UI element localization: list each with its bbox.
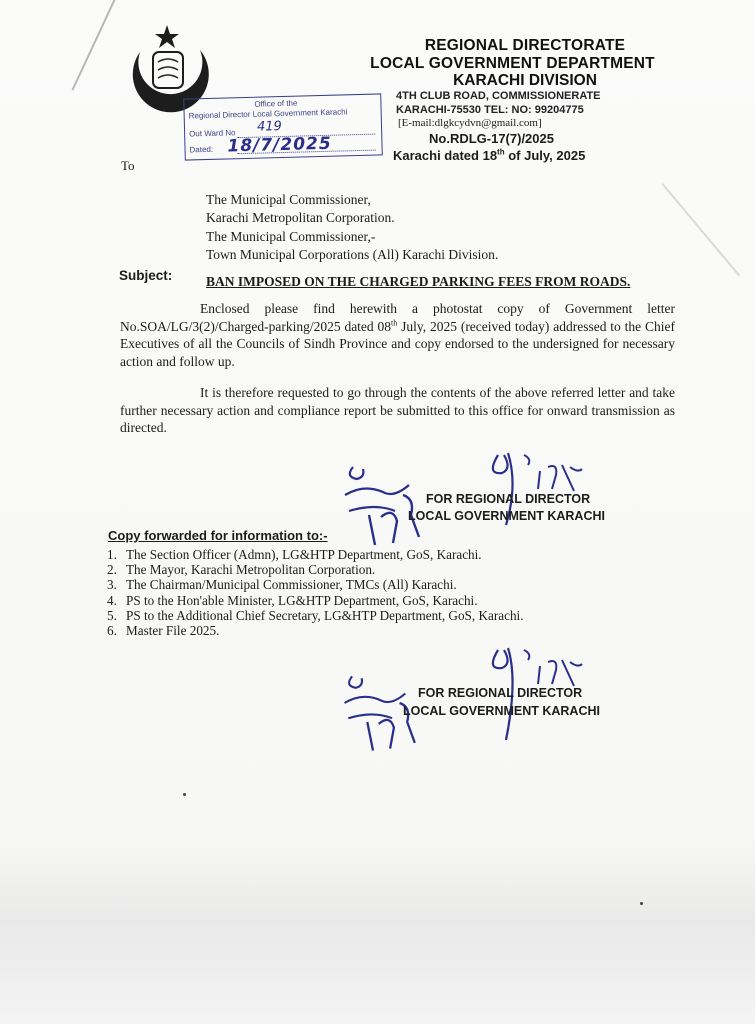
letterhead-department: LOCAL GOVERNMENT DEPARTMENT: [370, 55, 655, 72]
list-item: 4. PS to the Hon'able Minister, LG&HTP Department, GoS, Karachi.: [107, 592, 478, 608]
stamp-office: Office of the: [254, 98, 298, 109]
paper-fold-line: [72, 0, 120, 91]
handwritten-initials: [335, 455, 435, 555]
letterhead-address: 4TH CLUB ROAD, COMMISSIONERATE: [396, 90, 601, 102]
stamp-office-name: Regional Director Local Government Karachi: [188, 107, 348, 121]
signatory-line: FOR REGIONAL DIRECTOR: [418, 686, 583, 700]
recipient-title: The Municipal Commissioner,-: [206, 229, 376, 244]
letterhead-division: KARACHI DIVISION: [453, 72, 597, 89]
list-item: 6. Master File 2025.: [107, 623, 220, 639]
letterhead-phone: KARACHI-75530 TEL: NO: 99204775: [396, 104, 584, 116]
body-paragraph: Enclosed please find herewith a photostat copy of Government letter No.SOA/LG/3(2)/Charged-parking/2025 dated 08th July, 2025 (received today) addressed to the Chief Executives of all the Councils of Sindh Province and copy endorsed to the undersigned for necessary action and follow up.: [120, 301, 675, 369]
list-item: 3. The Chairman/Municipal Commissioner, TMCs (All) Karachi.: [107, 577, 457, 593]
list-item: 1. The Section Officer (Admn), LG&HTP Department, GoS, Karachi.: [107, 547, 482, 562]
signatory-office: LOCAL GOVERNMENT KARACHI: [403, 704, 600, 718]
page-speck: [640, 902, 643, 905]
letterhead-email: [E-mail:dlgkcydvn@gmail.com]: [398, 117, 542, 129]
copy-list: [107, 547, 524, 638]
recipient-organisation: Town Municipal Corporations (All) Karachi Division.: [206, 247, 499, 262]
recipient-title: The Municipal Commissioner,: [206, 192, 371, 207]
to-label: To: [121, 158, 135, 173]
stamp-outward-label: Out Ward No: [189, 128, 236, 139]
letter-date: Karachi dated 18th of July, 2025: [393, 147, 586, 163]
subject-label: Subject:: [119, 268, 173, 283]
page-speck: [183, 793, 186, 796]
signatory-office: LOCAL GOVERNMENT KARACHI: [408, 509, 605, 523]
stamp-dated-label: Dated:: [189, 144, 214, 155]
paper-crease: [662, 184, 740, 277]
outward-stamp: [183, 93, 383, 160]
list-item: 5. PS to the Additional Chief Secretary, LG&HTP Department, GoS, Karachi.: [107, 607, 524, 623]
body-paragraph: It is therefore requested to go through the contents of the above referred letter and take further necessary action and compliance report be submitted to this office for onward transmission as directed.: [120, 385, 675, 435]
recipient-block: [206, 191, 395, 227]
copy-forwarded-heading: Copy forwarded for information to:-: [108, 528, 328, 543]
subject-text: BAN IMPOSED ON THE CHARGED PARKING FEES FROM ROADS.: [206, 274, 631, 289]
recipient-block: [206, 228, 498, 264]
letterhead-title: REGIONAL DIRECTORATE: [424, 37, 626, 54]
list-item: 2. The Mayor, Karachi Metropolitan Corporation.: [107, 562, 376, 578]
reference-number: No.RDLG-17(7)/2025: [429, 131, 554, 146]
stamp-dated-value: 18/7/2025: [227, 133, 332, 157]
stamp-outward-number: 419: [256, 119, 283, 135]
signatory-line: FOR REGIONAL DIRECTOR: [426, 492, 591, 506]
recipient-organisation: Karachi Metropolitan Corporation.: [206, 210, 395, 225]
